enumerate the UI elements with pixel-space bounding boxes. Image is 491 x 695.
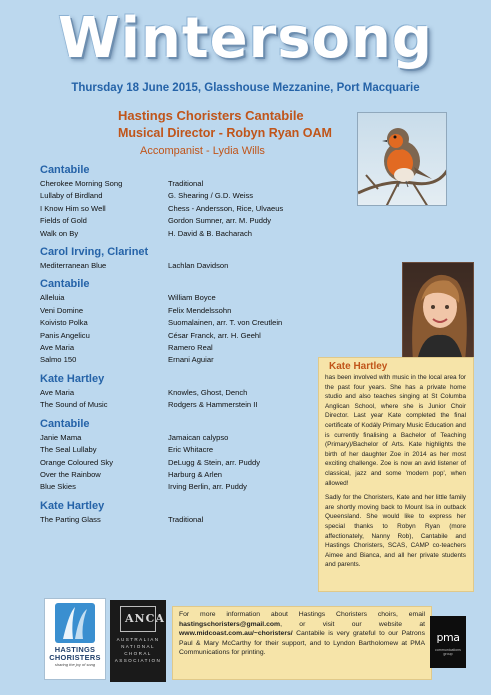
program-item <box>40 514 330 526</box>
piece-title: Blue Skies <box>40 482 76 492</box>
section-heading: Cantabile <box>40 164 90 176</box>
program-listing <box>40 164 330 532</box>
program-item <box>40 215 330 227</box>
piece-title: The Sound of Music <box>40 400 108 410</box>
program-item <box>40 178 330 190</box>
accompanist: Accompanist - Lydia Wills <box>140 145 265 157</box>
composer: Gordon Sumner, arr. M. Puddy <box>168 216 271 226</box>
program-item <box>40 317 330 329</box>
logo-text: CHORISTERS <box>49 653 101 662</box>
info-text: , or visit our website at <box>280 620 425 628</box>
program-item <box>40 469 330 481</box>
email-link[interactable]: hastingschoristers@gmail.com <box>179 620 281 628</box>
composer: H. David & B. Bacharach <box>168 228 252 238</box>
bio-paragraph: Sadly for the Choristers, Kate and her little family are shortly moving back to Mount Isa in outback Queensland. She would like to express her special thanks to Robyn Ryan (more affectionately, Nanny Rob), Cantabile and Hastings Choristers, SCAS, CAMP co-teachers Aimee and Bianca, and all her private students and parents. <box>325 494 466 569</box>
pma-logo-text: pma <box>436 631 460 644</box>
program-section <box>40 418 330 494</box>
anca-mark-icon <box>120 606 165 632</box>
composer: Jamaican calypso <box>168 432 229 442</box>
program-item <box>40 432 330 444</box>
pma-tagline: communications group <box>435 648 461 657</box>
composer: Rodgers & Hammerstein II <box>168 400 258 410</box>
program-item <box>40 260 330 272</box>
section-heading: Kate Hartley <box>40 499 105 512</box>
program-item <box>40 444 330 456</box>
piece-title: Over the Rainbow <box>40 469 101 479</box>
composer: Irving Berlin, arr. Puddy <box>168 482 247 492</box>
piece-title: Orange Coloured Sky <box>40 457 114 467</box>
composer: Knowles, Ghost, Dench <box>168 387 248 397</box>
program-item <box>40 342 330 354</box>
info-text: Cantabile is very grateful to our Patrons Paul & Mary McCarthy for their support, and to Lyndon Bartholomew at PMA Communications for printing. <box>179 630 425 657</box>
section-heading: Cantabile <box>40 278 90 291</box>
composer: Eric Whitacre <box>168 445 214 455</box>
website-link[interactable]: www.midcoast.com.au/~choristers/ <box>179 630 293 638</box>
program-item <box>40 228 330 240</box>
composer: Traditional <box>168 514 204 524</box>
composer: Suomalainen, arr. T. von Creutlein <box>168 318 283 328</box>
piece-title: The Seal Lullaby <box>40 445 97 455</box>
composer: Lachlan Davidson <box>168 261 229 271</box>
program-item <box>40 330 330 342</box>
bio-paragraph: has been involved with music in the local area for the past four years. She has a private home studio and also teaches singing at St Columba Anglican School, where she is Junior Choir Director. Last year Kate completed the final certificate of Kodály Primary Music Education and is currently finalising a Bachelor of Teaching (Primary)/Bachelor of Arts. Kate highlights the birth of her daughter Zoe in 2014 as her most exciting challenge. Zoe is now an avid listener of classical, jazz and some 'modern pop', when allowed! <box>325 374 466 487</box>
program-section <box>40 373 330 412</box>
piece-title: Alleluia <box>40 293 65 303</box>
piece-title: Ave Maria <box>40 387 75 397</box>
robin-image <box>358 113 447 206</box>
piece-title: Koivisto Polka <box>40 318 88 328</box>
piece-title: Cherokee Morning Song <box>40 179 123 188</box>
anca-letters: ANCA <box>125 612 165 625</box>
piece-title: Panis Angelicu <box>40 330 90 340</box>
piece-title: Salmo 150 <box>40 355 77 365</box>
section-heading: Cantabile <box>40 417 90 430</box>
composer: César Franck, arr. H. Geehl <box>168 330 261 340</box>
program-item <box>40 305 330 317</box>
composer: William Boyce <box>168 293 216 303</box>
composer: G. Shearing / G.D. Weiss <box>168 191 254 201</box>
program-item <box>40 354 330 366</box>
composer: Chess - Andersson, Rice, Ulvaeus <box>168 203 284 213</box>
program-item <box>40 387 330 399</box>
piece-title: I Know Him so Well <box>40 203 106 213</box>
kate-hartley-portrait <box>402 262 474 360</box>
concert-title: Wintersong <box>58 6 433 71</box>
pma-logo <box>430 616 466 668</box>
bio-box <box>318 357 474 592</box>
logo-text: ASSOCIATION <box>114 658 162 663</box>
choir-name: Hastings Choristers Cantabile <box>118 108 304 123</box>
composer: DeLugg & Stein, arr. Puddy <box>168 457 261 467</box>
portrait-image <box>403 263 474 360</box>
composer: Ramero Real <box>168 343 213 353</box>
program-section <box>40 164 330 240</box>
info-box <box>172 606 432 680</box>
logo-text: NATIONAL <box>121 644 155 649</box>
hastings-choristers-logo <box>44 598 106 680</box>
date-venue: Thursday 18 June 2015, Glasshouse Mezzanine, Port Macquarie <box>71 82 420 94</box>
composer: Felix Mendelssohn <box>168 305 232 315</box>
logo-text: AUSTRALIAN <box>116 637 160 642</box>
piece-title: Ave Maria <box>40 343 75 353</box>
robin-photo <box>357 112 447 206</box>
anca-logo <box>110 600 166 682</box>
piece-title: Fields of Gold <box>40 216 87 226</box>
program-item <box>40 203 330 215</box>
program-item <box>40 292 330 304</box>
choir-logo-icon <box>55 603 95 643</box>
program-section <box>40 500 330 526</box>
piece-title: The Parting Glass <box>40 514 101 524</box>
logo-text: CHORAL <box>124 651 152 656</box>
composer: Ernani Aguiar <box>168 355 214 365</box>
info-text: For more information about Hastings Choristers choirs, email <box>179 611 425 618</box>
composer: Harburg & Arlen <box>168 469 223 479</box>
logo-text: HASTINGS <box>54 645 96 654</box>
composer: Traditional <box>168 179 204 188</box>
section-heading: Carol Irving, Clarinet <box>40 246 149 259</box>
program-section <box>40 278 330 366</box>
piece-title: Lullaby of Birdland <box>40 191 103 201</box>
program-section <box>40 246 330 272</box>
program-item <box>40 481 330 493</box>
program-item <box>40 190 330 202</box>
musical-director: Musical Director - Robyn Ryan OAM <box>118 126 332 140</box>
program-item <box>40 399 330 411</box>
piece-title: Mediterranean Blue <box>40 261 107 271</box>
program-item <box>40 457 330 469</box>
piece-title: Walk on By <box>40 228 79 238</box>
section-heading: Kate Hartley <box>40 372 105 385</box>
bio-heading: Kate Hartley <box>329 361 388 372</box>
logo-tagline: sharing the joy of song <box>54 662 96 667</box>
piece-title: Veni Domine <box>40 305 84 315</box>
piece-title: Janie Mama <box>40 432 82 442</box>
